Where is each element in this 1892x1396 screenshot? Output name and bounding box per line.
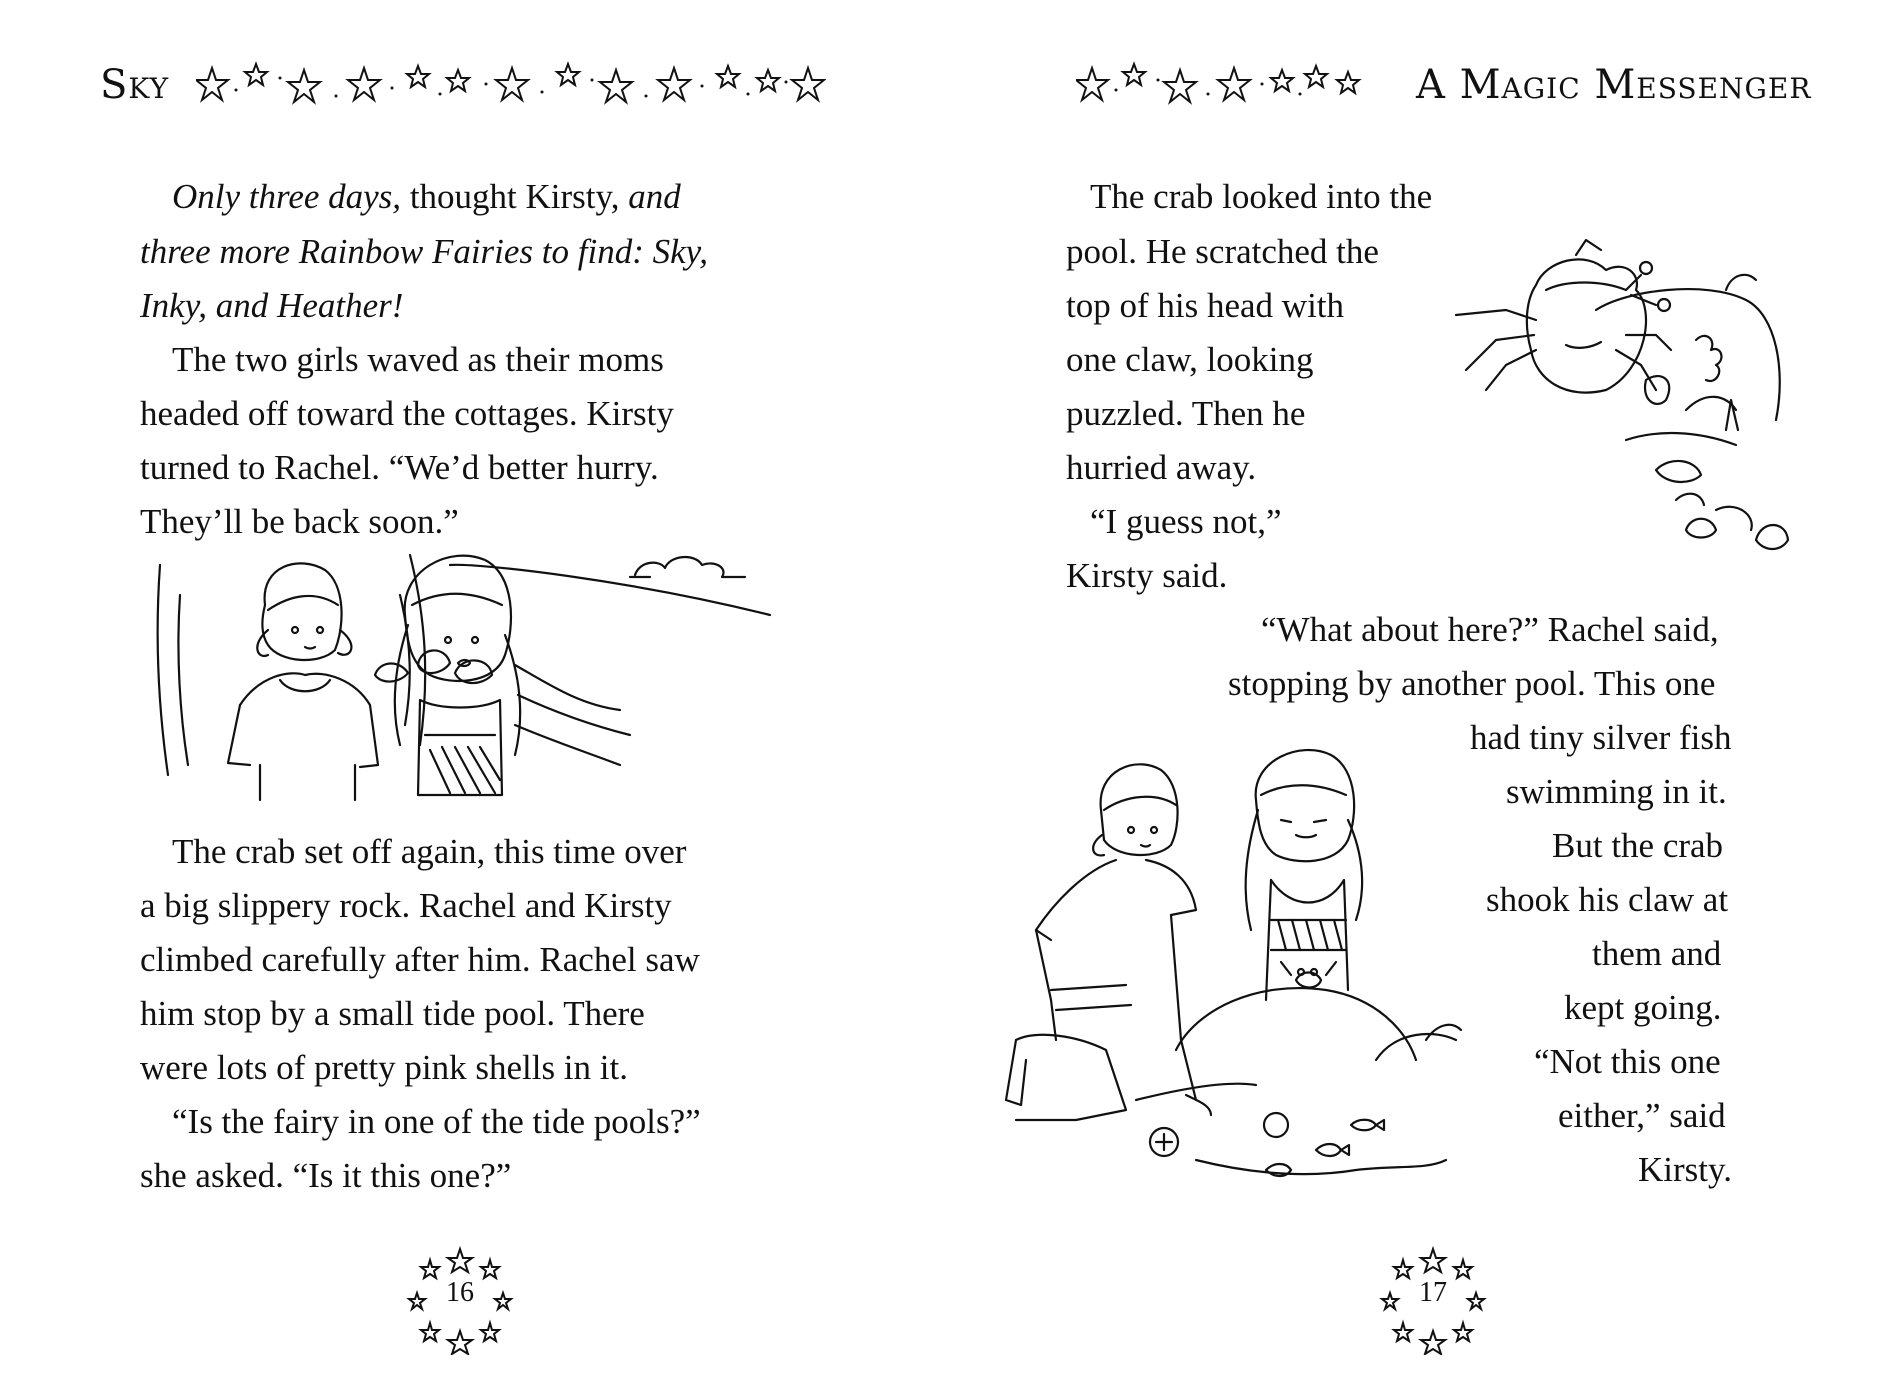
text-line: swimming in it.	[1506, 772, 1727, 811]
text-line: Only three days, thought Kirsty, and	[172, 177, 681, 216]
text-line: But the crab	[1552, 826, 1724, 865]
text-line: hurried away.	[1066, 448, 1257, 487]
text-line: The crab set off again, this time over	[172, 832, 687, 871]
text-line: Inky, and Heather!	[140, 286, 404, 325]
text-line: stopping by another pool. This one	[1228, 664, 1716, 703]
right-page	[946, 0, 1892, 1396]
star-border-icon	[196, 60, 826, 112]
text-line: The two girls waved as their moms	[172, 340, 664, 379]
text-line: kept going.	[1564, 988, 1722, 1027]
running-head-left: Sky	[100, 62, 170, 108]
text-line: top of his head with	[1066, 286, 1345, 325]
page-number: 17	[1419, 1277, 1447, 1308]
text-line: puzzled. Then he	[1066, 394, 1306, 433]
text-line: had tiny silver fish	[1470, 718, 1732, 757]
star-border-icon	[1076, 60, 1366, 112]
girls-at-tide-pool-illustration	[996, 740, 1466, 1180]
text-line: Kirsty.	[1638, 1150, 1732, 1189]
text-line: them and	[1592, 934, 1722, 973]
text-line: “I guess not,”	[1090, 502, 1282, 541]
text-line: climbed carefully after him. Rachel saw	[140, 940, 700, 979]
text-line: were lots of pretty pink shells in it.	[140, 1048, 628, 1087]
text-line: headed off toward the cottages. Kirsty	[140, 394, 674, 433]
text-line: either,” said	[1558, 1096, 1726, 1135]
page-number-right	[1378, 1245, 1488, 1355]
text-line: a big slippery rock. Rachel and Kirsty	[140, 886, 672, 925]
text-line: They’ll be back soon.”	[140, 502, 459, 541]
page-number: 16	[446, 1277, 474, 1308]
text-line: The crab looked into the	[1090, 177, 1433, 216]
text-line: pool. He scratched the	[1066, 232, 1379, 271]
text-line: she asked. “Is it this one?”	[140, 1156, 512, 1195]
text-line: “What about here?” Rachel said,	[1261, 610, 1719, 649]
text-line: “Is the fairy in one of the tide pools?”	[172, 1102, 701, 1141]
girls-at-beach-illustration	[150, 535, 770, 805]
text-line: three more Rainbow Fairies to find: Sky,	[140, 232, 709, 271]
text-line: one claw, looking	[1066, 340, 1314, 379]
text-line: Kirsty said.	[1066, 556, 1228, 595]
running-head-right: A Magic Messenger	[1416, 62, 1812, 108]
text-line: him stop by a small tide pool. There	[140, 994, 645, 1033]
text-line: turned to Rachel. “We’d better hurry.	[140, 448, 659, 487]
text-line: “Not this one	[1534, 1042, 1721, 1081]
page-number-left	[405, 1245, 515, 1355]
text-line: shook his claw at	[1486, 880, 1729, 919]
crab-illustration	[1426, 230, 1806, 590]
